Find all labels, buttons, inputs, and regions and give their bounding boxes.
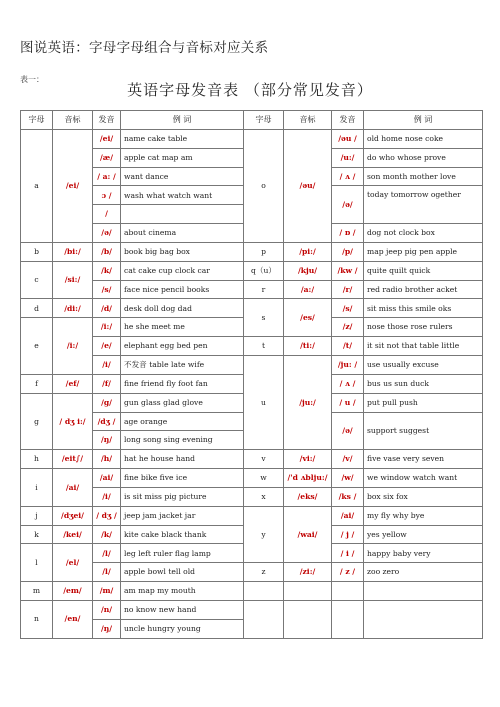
letter-cell: t (244, 337, 284, 356)
sound-cell: / z / (332, 563, 364, 582)
empty-cell (332, 582, 364, 601)
example-cell: long song sing evening (121, 431, 244, 450)
phonetic-cell: /ti:/ (284, 337, 332, 356)
example-cell: box six fox (364, 487, 483, 506)
example-cell: no know new hand (121, 600, 244, 619)
example-cell: elephant egg bed pen (121, 337, 244, 356)
letter-cell: v (244, 450, 284, 469)
sound-cell: / ʌ / (332, 374, 364, 393)
sound-cell: / i / (332, 544, 364, 563)
letter-cell: e (21, 318, 53, 375)
header-letter-right: 字母 (244, 111, 284, 130)
sound-cell: /m/ (93, 582, 121, 601)
example-cell: apple cat map am (121, 148, 244, 167)
sound-cell: /ŋ/ (93, 619, 121, 638)
example-cell: kite cake black thank (121, 525, 244, 544)
empty-cell (244, 582, 284, 601)
letter-cell: l (21, 544, 53, 582)
letter-cell: s (244, 299, 284, 337)
letter-cell: r (244, 280, 284, 299)
table-label: 表一： (20, 75, 44, 84)
example-cell: support suggest (364, 412, 483, 450)
phonetic-cell: / dʒ i:/ (53, 393, 93, 450)
sound-cell: /æ/ (93, 148, 121, 167)
sound-cell: /u:/ (332, 148, 364, 167)
table-row (21, 450, 483, 469)
table-row (21, 600, 483, 619)
phonetic-cell: /'d ʌblju:/ (284, 469, 332, 488)
table-row (21, 242, 483, 261)
phonetic-cell: /wai/ (284, 506, 332, 563)
example-cell (121, 205, 244, 224)
example-cell: quite quilt quick (364, 261, 483, 280)
example-cell: name cake table (121, 129, 244, 148)
phonetic-cell: /a:/ (284, 280, 332, 299)
empty-cell (284, 600, 332, 638)
example-cell: book big bag box (121, 242, 244, 261)
table-row (21, 506, 483, 525)
example-cell: gun glass glad glove (121, 393, 244, 412)
table-row (21, 299, 483, 318)
example-cell: about cinema (121, 224, 244, 243)
phonetic-cell: /di:/ (53, 299, 93, 318)
sound-cell: /d/ (93, 299, 121, 318)
table-row (21, 582, 483, 601)
header-letter: 字母 (21, 111, 53, 130)
sound-cell: /l/ (93, 544, 121, 563)
example-cell: we window watch want (364, 469, 483, 488)
empty-cell (284, 582, 332, 601)
sound-cell: /k/ (93, 525, 121, 544)
example-cell: hat he house hand (121, 450, 244, 469)
header-phonetic-right: 音标 (284, 111, 332, 130)
sound-cell: / a: / (93, 167, 121, 186)
sound-cell: /i/ (93, 487, 121, 506)
example-cell: age orange (121, 412, 244, 431)
page-heading: 图说英语：字母字母组合与音标对应关系 (20, 40, 269, 56)
example-cell: desk doll dog dad (121, 299, 244, 318)
letter-cell: d (21, 299, 53, 318)
empty-cell (364, 582, 483, 601)
sound-cell: /i/ (93, 355, 121, 374)
header-example-right: 例 词 (364, 111, 483, 130)
sound-cell: / u / (332, 393, 364, 412)
example-cell: jeep jam jacket jar (121, 506, 244, 525)
letter-cell: p (244, 242, 284, 261)
letter-cell: a (21, 129, 53, 242)
sound-cell: /l/ (93, 563, 121, 582)
sound-cell: /əu / (332, 129, 364, 148)
sound-cell: /r/ (332, 280, 364, 299)
letter-cell: q（u） (244, 261, 284, 280)
example-cell: nose those rose rulers (364, 318, 483, 337)
example-cell: face nice pencil books (121, 280, 244, 299)
sound-cell: /n/ (93, 600, 121, 619)
example-cell: it sit not that table little (364, 337, 483, 356)
header-sound-right: 发音 (332, 111, 364, 130)
header-sound: 发音 (93, 111, 121, 130)
example-cell: sit miss this smile oks (364, 299, 483, 318)
phonetic-cell: /ai/ (53, 469, 93, 507)
example-cell: yes yellow (364, 525, 483, 544)
table-row (21, 469, 483, 488)
letter-cell: b (21, 242, 53, 261)
letter-cell: w (244, 469, 284, 488)
letter-cell: y (244, 506, 284, 563)
phonetic-cell: /bi:/ (53, 242, 93, 261)
letter-cell: g (21, 393, 53, 450)
sound-cell: /p/ (332, 242, 364, 261)
sound-cell: /i:/ (93, 318, 121, 337)
phonetic-cell: /eit∫/ (53, 450, 93, 469)
sound-cell: / (93, 205, 121, 224)
letter-cell: k (21, 525, 53, 544)
phonetic-cell: /zi:/ (284, 563, 332, 582)
example-cell: wash what watch want (121, 186, 244, 205)
letter-cell: o (244, 129, 284, 242)
empty-cell (332, 600, 364, 638)
example-cell: today tomorrow ogether (364, 186, 483, 224)
phonetic-cell: /əu/ (284, 129, 332, 242)
letter-cell: j (21, 506, 53, 525)
letter-cell: h (21, 450, 53, 469)
example-cell: use usually excuse (364, 355, 483, 374)
letter-cell: n (21, 600, 53, 638)
sound-cell: /g/ (93, 393, 121, 412)
sound-cell: /t/ (332, 337, 364, 356)
sound-cell: /ai/ (332, 506, 364, 525)
sound-cell: /w/ (332, 469, 364, 488)
example-cell: fine bike five ice (121, 469, 244, 488)
example-cell: do who whose prove (364, 148, 483, 167)
sound-cell: /ks / (332, 487, 364, 506)
phonetic-cell: /ei/ (53, 129, 93, 242)
example-cell: 不发音 table late wife (121, 355, 244, 374)
example-cell: my fly why bye (364, 506, 483, 525)
table-title: 英语字母发音表 （部分常见发音） (127, 81, 373, 99)
sound-cell: /f/ (93, 374, 121, 393)
sound-cell: /ə/ (332, 412, 364, 450)
example-cell: leg left ruler flag lamp (121, 544, 244, 563)
sound-cell: / ʌ / (332, 167, 364, 186)
sound-cell: /ə/ (332, 186, 364, 224)
sound-cell: /e/ (93, 337, 121, 356)
sound-cell: / ɒ / (332, 224, 364, 243)
sound-cell: /b/ (93, 242, 121, 261)
example-cell: uncle hungry young (121, 619, 244, 638)
sound-cell: /kw / (332, 261, 364, 280)
example-cell: five vase very seven (364, 450, 483, 469)
example-cell: bus us sun duck (364, 374, 483, 393)
example-cell: dog not clock box (364, 224, 483, 243)
sound-cell: /z/ (332, 318, 364, 337)
sound-cell: /ai/ (93, 469, 121, 488)
empty-cell (364, 600, 483, 638)
sound-cell: /dʒ / (93, 412, 121, 431)
sound-cell: / j / (332, 525, 364, 544)
phonetic-cell: /pi:/ (284, 242, 332, 261)
header-phonetic: 音标 (53, 111, 93, 130)
sound-cell: / dʒ / (93, 506, 121, 525)
letter-cell: x (244, 487, 284, 506)
sound-cell: /ei/ (93, 129, 121, 148)
sound-cell: /ə/ (93, 224, 121, 243)
phonetic-cell: /vi:/ (284, 450, 332, 469)
table-row (21, 261, 483, 280)
example-cell: put pull push (364, 393, 483, 412)
phonetic-cell: /ju:/ (284, 355, 332, 449)
example-cell: apple bowl tell old (121, 563, 244, 582)
sound-cell: /k/ (93, 261, 121, 280)
phonetic-cell: /em/ (53, 582, 93, 601)
header-row (21, 111, 483, 130)
letter-cell: u (244, 355, 284, 449)
example-cell: fine friend fly foot fan (121, 374, 244, 393)
phonetic-cell: /ef/ (53, 374, 93, 393)
sound-cell: /s/ (332, 299, 364, 318)
phonetic-cell: /es/ (284, 299, 332, 337)
phonetic-cell: /el/ (53, 544, 93, 582)
example-cell: is sit miss pig picture (121, 487, 244, 506)
phonetic-cell: /eks/ (284, 487, 332, 506)
letter-cell: f (21, 374, 53, 393)
example-cell: happy baby very (364, 544, 483, 563)
example-cell: red radio brother acket (364, 280, 483, 299)
empty-cell (244, 600, 284, 638)
letter-sound-table (20, 110, 483, 639)
letter-cell: m (21, 582, 53, 601)
phonetic-cell: /si:/ (53, 261, 93, 299)
phonetic-cell: /i:/ (53, 318, 93, 375)
sound-cell: /ju: / (332, 355, 364, 374)
phonetic-cell: /kei/ (53, 525, 93, 544)
phonetic-cell: /en/ (53, 600, 93, 638)
sound-cell: /ŋ/ (93, 431, 121, 450)
table-row (21, 129, 483, 148)
letter-cell: z (244, 563, 284, 582)
sound-cell: ɔ / (93, 186, 121, 205)
letter-cell: c (21, 261, 53, 299)
phonetic-cell: /dʒei/ (53, 506, 93, 525)
sound-cell: /h/ (93, 450, 121, 469)
example-cell: old home nose coke (364, 129, 483, 148)
example-cell: he she meet me (121, 318, 244, 337)
example-cell: am map my mouth (121, 582, 244, 601)
example-cell: zoo zero (364, 563, 483, 582)
example-cell: want dance (121, 167, 244, 186)
example-cell: cat cake cup clock car (121, 261, 244, 280)
letter-cell: i (21, 469, 53, 507)
example-cell: son month mother love (364, 167, 483, 186)
sound-cell: /s/ (93, 280, 121, 299)
example-cell: map jeep pig pen apple (364, 242, 483, 261)
phonetic-cell: /kju/ (284, 261, 332, 280)
sound-cell: /v/ (332, 450, 364, 469)
header-example: 例 词 (121, 111, 244, 130)
